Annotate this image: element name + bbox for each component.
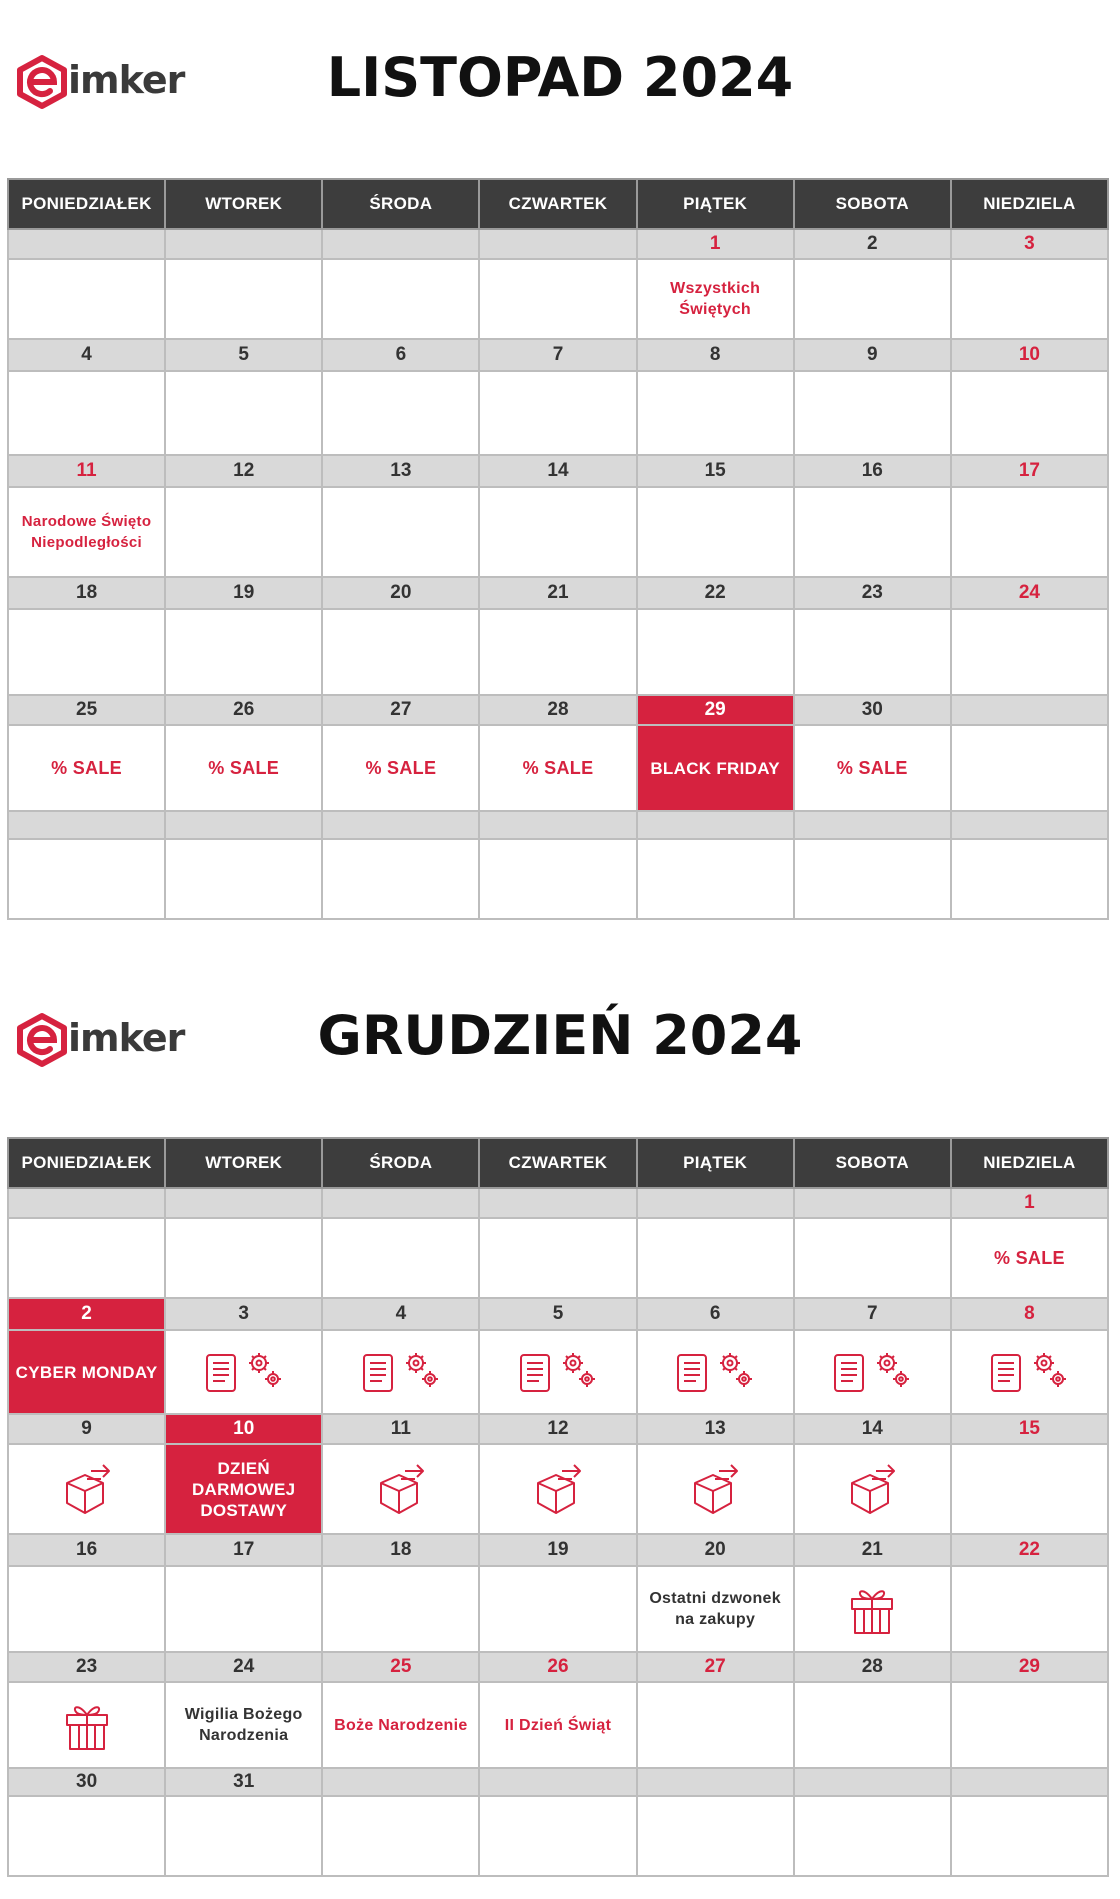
day-number	[322, 1768, 479, 1796]
day-number	[951, 1768, 1108, 1796]
day-number: 20	[637, 1534, 794, 1566]
day-number: 15	[951, 1414, 1108, 1444]
day-number: 23	[794, 577, 951, 609]
logo-mark-icon	[12, 52, 72, 112]
day-number: 14	[479, 455, 636, 487]
day-cell	[322, 1444, 479, 1534]
day-number	[794, 1768, 951, 1796]
day-number: 24	[951, 577, 1108, 609]
weekday-header: ŚRODA	[322, 179, 479, 229]
event-label: na zakupy	[675, 1611, 756, 1628]
day-number: 29	[951, 1652, 1108, 1682]
weekday-header: CZWARTEK	[479, 1138, 636, 1188]
day-cell	[322, 1218, 479, 1298]
day-cell	[322, 1796, 479, 1876]
day-number: 30	[8, 1768, 165, 1796]
day-cell	[637, 1218, 794, 1298]
day-cell	[637, 371, 794, 455]
day-number	[479, 229, 636, 259]
day-cell	[637, 1796, 794, 1876]
day-cell-christmas-eve	[165, 1682, 322, 1768]
day-cell	[951, 1444, 1108, 1534]
day-cell	[322, 1330, 479, 1414]
day-cell	[794, 1796, 951, 1876]
day-cell	[637, 1444, 794, 1534]
day-cell	[8, 1682, 165, 1768]
sale-label: % SALE	[479, 725, 636, 811]
second-day-label: II Dzień Świąt	[479, 1682, 636, 1768]
weekday-header: WTOREK	[165, 1138, 322, 1188]
day-cell	[8, 371, 165, 455]
day-cell	[479, 1218, 636, 1298]
day-cell	[8, 1444, 165, 1534]
day-number: 16	[794, 455, 951, 487]
day-number	[8, 1188, 165, 1218]
day-number: 20	[322, 577, 479, 609]
day-number: 21	[479, 577, 636, 609]
gift-icon	[59, 1695, 115, 1755]
weekday-header: PIĄTEK	[637, 179, 794, 229]
day-number: 4	[8, 339, 165, 371]
day-number: 26	[165, 695, 322, 725]
day-cell	[165, 1796, 322, 1876]
day-number: 9	[794, 339, 951, 371]
weekday-header: PONIEDZIAŁEK	[8, 1138, 165, 1188]
day-cell	[951, 1330, 1108, 1414]
day-cell	[479, 487, 636, 577]
day-number: 17	[165, 1534, 322, 1566]
shipping-box-icon	[528, 1459, 588, 1519]
day-number: 25	[8, 695, 165, 725]
day-cell	[165, 259, 322, 339]
day-number: 7	[794, 1298, 951, 1330]
ebook-gears-icon	[984, 1347, 1074, 1397]
day-cell	[165, 1566, 322, 1652]
day-number	[479, 1188, 636, 1218]
ebook-gears-icon	[356, 1347, 446, 1397]
day-number: 22	[951, 1534, 1108, 1566]
day-number	[637, 1768, 794, 1796]
ebook-gears-icon	[827, 1347, 917, 1397]
day-cell	[951, 725, 1108, 811]
day-cell	[794, 1444, 951, 1534]
day-cell	[8, 1218, 165, 1298]
day-cell	[479, 839, 636, 919]
day-cell	[951, 1796, 1108, 1876]
christmas-label: Boże Narodzenie	[322, 1682, 479, 1768]
day-number: 28	[794, 1652, 951, 1682]
event-label: DOSTAWY	[200, 1500, 288, 1520]
day-number	[794, 1188, 951, 1218]
event-label: Narodowe Święto	[21, 513, 152, 530]
day-cell	[637, 609, 794, 695]
day-cell	[479, 1796, 636, 1876]
day-cell	[8, 1566, 165, 1652]
day-number-black-friday: 29	[637, 695, 794, 725]
event-label: Niepodległości	[31, 534, 143, 551]
brand-name: imker	[68, 58, 185, 102]
weekday-header: NIEDZIELA	[951, 179, 1108, 229]
day-number: 11	[322, 1414, 479, 1444]
day-cell	[951, 259, 1108, 339]
day-number: 28	[479, 695, 636, 725]
day-number: 18	[8, 577, 165, 609]
day-number: 8	[951, 1298, 1108, 1330]
day-cell	[794, 1566, 951, 1652]
day-number: 25	[322, 1652, 479, 1682]
day-number: 27	[322, 695, 479, 725]
day-cell	[951, 1682, 1108, 1768]
day-cell	[637, 1330, 794, 1414]
day-number: 3	[951, 229, 1108, 259]
day-number: 7	[479, 339, 636, 371]
weekday-header: ŚRODA	[322, 1138, 479, 1188]
weekday-header: WTOREK	[165, 179, 322, 229]
brand-name: imker	[68, 1016, 185, 1060]
weekday-header: NIEDZIELA	[951, 1138, 1108, 1188]
day-cell	[479, 1444, 636, 1534]
sale-label: % SALE	[165, 725, 322, 811]
day-cell	[479, 609, 636, 695]
day-cell	[794, 371, 951, 455]
day-number: 23	[8, 1652, 165, 1682]
ebook-gears-icon	[513, 1347, 603, 1397]
day-cell	[8, 609, 165, 695]
day-cell	[165, 839, 322, 919]
day-number	[165, 1188, 322, 1218]
day-cell	[8, 839, 165, 919]
day-number: 4	[322, 1298, 479, 1330]
weekday-header: CZWARTEK	[479, 179, 636, 229]
day-number: 22	[637, 577, 794, 609]
day-number	[165, 229, 322, 259]
day-number: 27	[637, 1652, 794, 1682]
day-number: 14	[794, 1414, 951, 1444]
day-number: 5	[165, 339, 322, 371]
day-cell-last-call	[637, 1566, 794, 1652]
day-cell	[951, 1566, 1108, 1652]
day-number: 11	[8, 455, 165, 487]
day-cell	[479, 1566, 636, 1652]
brand-logo	[12, 52, 185, 112]
event-label: Narodzenia	[199, 1727, 289, 1744]
day-cell	[8, 259, 165, 339]
day-number: 2	[794, 229, 951, 259]
day-cell	[165, 609, 322, 695]
day-cell	[951, 371, 1108, 455]
day-number: 3	[165, 1298, 322, 1330]
day-number	[479, 811, 636, 839]
day-cell	[165, 1218, 322, 1298]
day-cell	[637, 1682, 794, 1768]
ebook-gears-icon	[670, 1347, 760, 1397]
day-number	[637, 1188, 794, 1218]
day-number: 10	[951, 339, 1108, 371]
day-number: 31	[165, 1768, 322, 1796]
weekday-header: PONIEDZIAŁEK	[8, 179, 165, 229]
event-label: Wigilia Bożego	[184, 1706, 303, 1723]
day-number: 18	[322, 1534, 479, 1566]
day-number	[8, 229, 165, 259]
day-cell	[165, 1330, 322, 1414]
day-number	[322, 811, 479, 839]
day-number: 12	[165, 455, 322, 487]
day-cell	[637, 839, 794, 919]
day-cell	[8, 1796, 165, 1876]
day-cell	[479, 1330, 636, 1414]
day-cell	[165, 371, 322, 455]
day-cell	[794, 609, 951, 695]
day-number	[637, 811, 794, 839]
day-number: 8	[637, 339, 794, 371]
day-number	[794, 811, 951, 839]
day-number: 5	[479, 1298, 636, 1330]
day-number: 13	[322, 455, 479, 487]
day-cell	[322, 839, 479, 919]
day-number: 15	[637, 455, 794, 487]
weekday-header: SOBOTA	[794, 179, 951, 229]
day-number: 19	[479, 1534, 636, 1566]
day-number-cyber-monday: 2	[8, 1298, 165, 1330]
day-number: 16	[8, 1534, 165, 1566]
day-cell	[322, 609, 479, 695]
calendar-december	[7, 1137, 1109, 1877]
day-cell-all-saints	[637, 259, 794, 339]
day-cell	[951, 609, 1108, 695]
day-number	[951, 695, 1108, 725]
day-number: 6	[637, 1298, 794, 1330]
shipping-box-icon	[57, 1459, 117, 1519]
day-number: 26	[479, 1652, 636, 1682]
day-number: 13	[637, 1414, 794, 1444]
cyber-monday-label: CYBER MONDAY	[8, 1330, 165, 1414]
day-number	[479, 1768, 636, 1796]
day-cell	[951, 487, 1108, 577]
day-number: 1	[951, 1188, 1108, 1218]
day-cell	[794, 1682, 951, 1768]
sale-label: % SALE	[8, 725, 165, 811]
month-title-december: GRUDZIEŃ 2024	[317, 1004, 803, 1067]
day-number	[165, 811, 322, 839]
day-cell	[322, 259, 479, 339]
day-number: 6	[322, 339, 479, 371]
weekday-header: PIĄTEK	[637, 1138, 794, 1188]
day-number: 17	[951, 455, 1108, 487]
sale-label: % SALE	[322, 725, 479, 811]
day-number	[322, 229, 479, 259]
day-cell	[322, 1566, 479, 1652]
day-number	[322, 1188, 479, 1218]
day-cell	[951, 839, 1108, 919]
day-number-free-delivery: 10	[165, 1414, 322, 1444]
event-label: Ostatni dzwonek	[649, 1590, 781, 1607]
day-cell	[322, 487, 479, 577]
month-title-november: LISTOPAD 2024	[326, 46, 794, 109]
shipping-box-icon	[371, 1459, 431, 1519]
ebook-gears-icon	[199, 1347, 289, 1397]
day-number: 30	[794, 695, 951, 725]
day-cell	[794, 259, 951, 339]
day-number: 24	[165, 1652, 322, 1682]
day-number	[951, 811, 1108, 839]
weekday-header: SOBOTA	[794, 1138, 951, 1188]
day-cell	[794, 1218, 951, 1298]
day-number: 19	[165, 577, 322, 609]
day-number: 21	[794, 1534, 951, 1566]
day-cell	[794, 839, 951, 919]
brand-logo	[12, 1010, 185, 1070]
event-label: DARMOWEJ	[191, 1479, 296, 1499]
sale-label: % SALE	[951, 1218, 1108, 1298]
shipping-box-icon	[685, 1459, 745, 1519]
day-cell	[479, 371, 636, 455]
sale-label: % SALE	[794, 725, 951, 811]
day-cell	[637, 487, 794, 577]
day-cell	[322, 371, 479, 455]
event-label: DZIEŃ	[217, 1458, 270, 1478]
event-label: Świętych	[679, 301, 752, 318]
logo-mark-icon	[12, 1010, 72, 1070]
day-number: 9	[8, 1414, 165, 1444]
event-label: Wszystkich	[670, 280, 761, 297]
calendar-november	[7, 178, 1109, 920]
gift-icon	[844, 1579, 900, 1639]
day-number	[8, 811, 165, 839]
day-cell	[794, 487, 951, 577]
day-number: 12	[479, 1414, 636, 1444]
day-cell	[479, 259, 636, 339]
shipping-box-icon	[842, 1459, 902, 1519]
day-number: 1	[637, 229, 794, 259]
day-cell-independence-day	[8, 487, 165, 577]
black-friday-label: BLACK FRIDAY	[637, 725, 794, 811]
day-cell	[165, 487, 322, 577]
day-cell	[794, 1330, 951, 1414]
free-delivery-label	[165, 1444, 322, 1534]
